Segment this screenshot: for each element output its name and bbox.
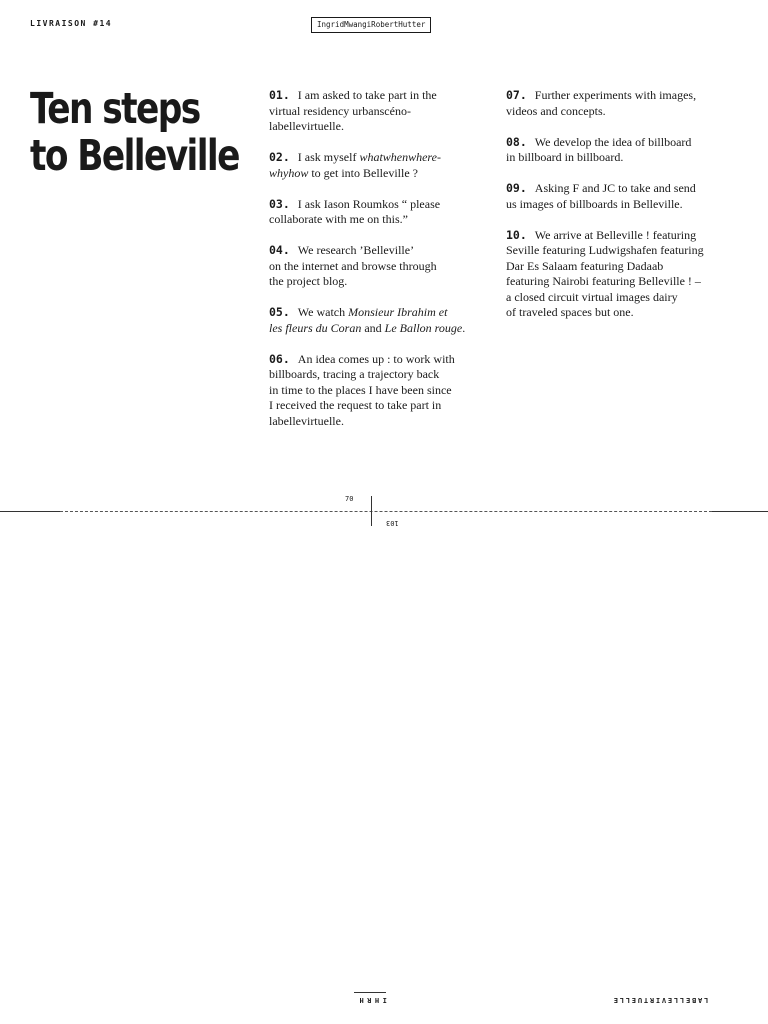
step-text: I ask myself <box>297 150 360 164</box>
step-01 <box>269 88 474 135</box>
step-number: 05. <box>269 305 290 319</box>
footer-rule <box>354 992 386 993</box>
step-number: 04. <box>269 243 290 257</box>
step-text: Dar Es Salaam featuring Dadaab <box>506 258 664 273</box>
step-text: We research ’Belleville’ <box>297 243 415 257</box>
step-06 <box>269 352 474 430</box>
step-text: Further experiments with images, <box>534 88 697 102</box>
step-text: videos and concepts. <box>506 103 606 118</box>
step-text: We arrive at Belleville ! featuring <box>534 227 697 242</box>
page-title <box>30 86 239 180</box>
issue-label: LIVRAISON #14 <box>30 19 113 28</box>
step-text: us images of billboards in Belleville. <box>506 196 683 211</box>
fold-line-dashed <box>60 511 712 512</box>
fold-line-right <box>712 511 768 512</box>
step-text: featuring Nairobi featuring Belleville ! – <box>506 274 701 288</box>
film-title: Le Ballon rouge <box>384 320 463 335</box>
step-number: 01. <box>269 88 290 102</box>
step-08 <box>506 135 718 166</box>
step-number: 10. <box>506 227 527 242</box>
step-text: labellevirtuelle. <box>269 413 344 428</box>
film-title: les fleurs du Coran <box>269 320 362 335</box>
step-text: I am asked to take part in the <box>297 88 437 102</box>
footer-brand: LABELLEVIRTUELLE <box>612 996 709 1004</box>
page-number-bottom: 103 <box>386 519 399 527</box>
step-number: 07. <box>506 88 527 102</box>
step-text: Asking F and JC to take and send <box>534 181 696 195</box>
step-number: 08. <box>506 134 527 149</box>
step-text: billboards, tracing a trajectory back <box>269 367 440 381</box>
step-text: a closed circuit virtual images dairy <box>506 289 678 304</box>
step-text: We develop the idea of billboard <box>534 134 692 149</box>
step-text-italic: whyhow <box>269 165 309 180</box>
step-number: 03. <box>269 196 290 211</box>
step-text: Seville featuring Ludwigshafen featuring <box>506 243 704 257</box>
step-07 <box>506 88 718 119</box>
step-text: virtual residency urbanscéno- <box>269 103 411 118</box>
step-text: the project blog. <box>269 274 348 288</box>
step-text-italic: whatwhenwhere- <box>359 150 441 164</box>
step-text: to get into Belleville ? <box>308 165 418 180</box>
step-text: An idea comes up : to work with <box>297 351 455 366</box>
step-09 <box>506 181 718 212</box>
step-04 <box>269 243 474 290</box>
step-text: in billboard in billboard. <box>506 150 624 164</box>
title-line-1: Ten steps <box>30 84 200 134</box>
steps-column-right <box>506 88 718 336</box>
authors-box: IngridMwangiRobertHutter <box>311 17 431 33</box>
step-text: and <box>361 320 385 335</box>
step-03 <box>269 197 474 228</box>
fold-line-left <box>0 511 60 512</box>
step-number: 06. <box>269 351 290 366</box>
step-05 <box>269 305 474 336</box>
step-text: I ask Iason Roumkos “ please <box>297 196 441 211</box>
title-line-2: to Belleville <box>30 131 239 181</box>
step-text: I received the request to take part in <box>269 398 442 412</box>
film-title: Monsieur Ibrahim et <box>348 305 448 319</box>
page-number-top: 70 <box>345 495 354 503</box>
step-number: 02. <box>269 150 290 164</box>
footer-initials: IHRH <box>356 996 387 1004</box>
step-text: . <box>462 320 466 335</box>
step-text: labellevirtuelle. <box>269 119 344 133</box>
step-text: on the internet and browse through <box>269 258 437 273</box>
step-text: of traveled spaces but one. <box>506 305 634 319</box>
steps-column-left <box>269 88 474 445</box>
step-02 <box>269 150 474 181</box>
step-10 <box>506 228 718 321</box>
step-text: in time to the places I have been since <box>269 382 452 397</box>
step-text: We watch <box>297 305 349 319</box>
step-text: collaborate with me on this.” <box>269 212 408 226</box>
step-number: 09. <box>506 181 527 195</box>
crop-mark-vertical <box>371 496 372 526</box>
